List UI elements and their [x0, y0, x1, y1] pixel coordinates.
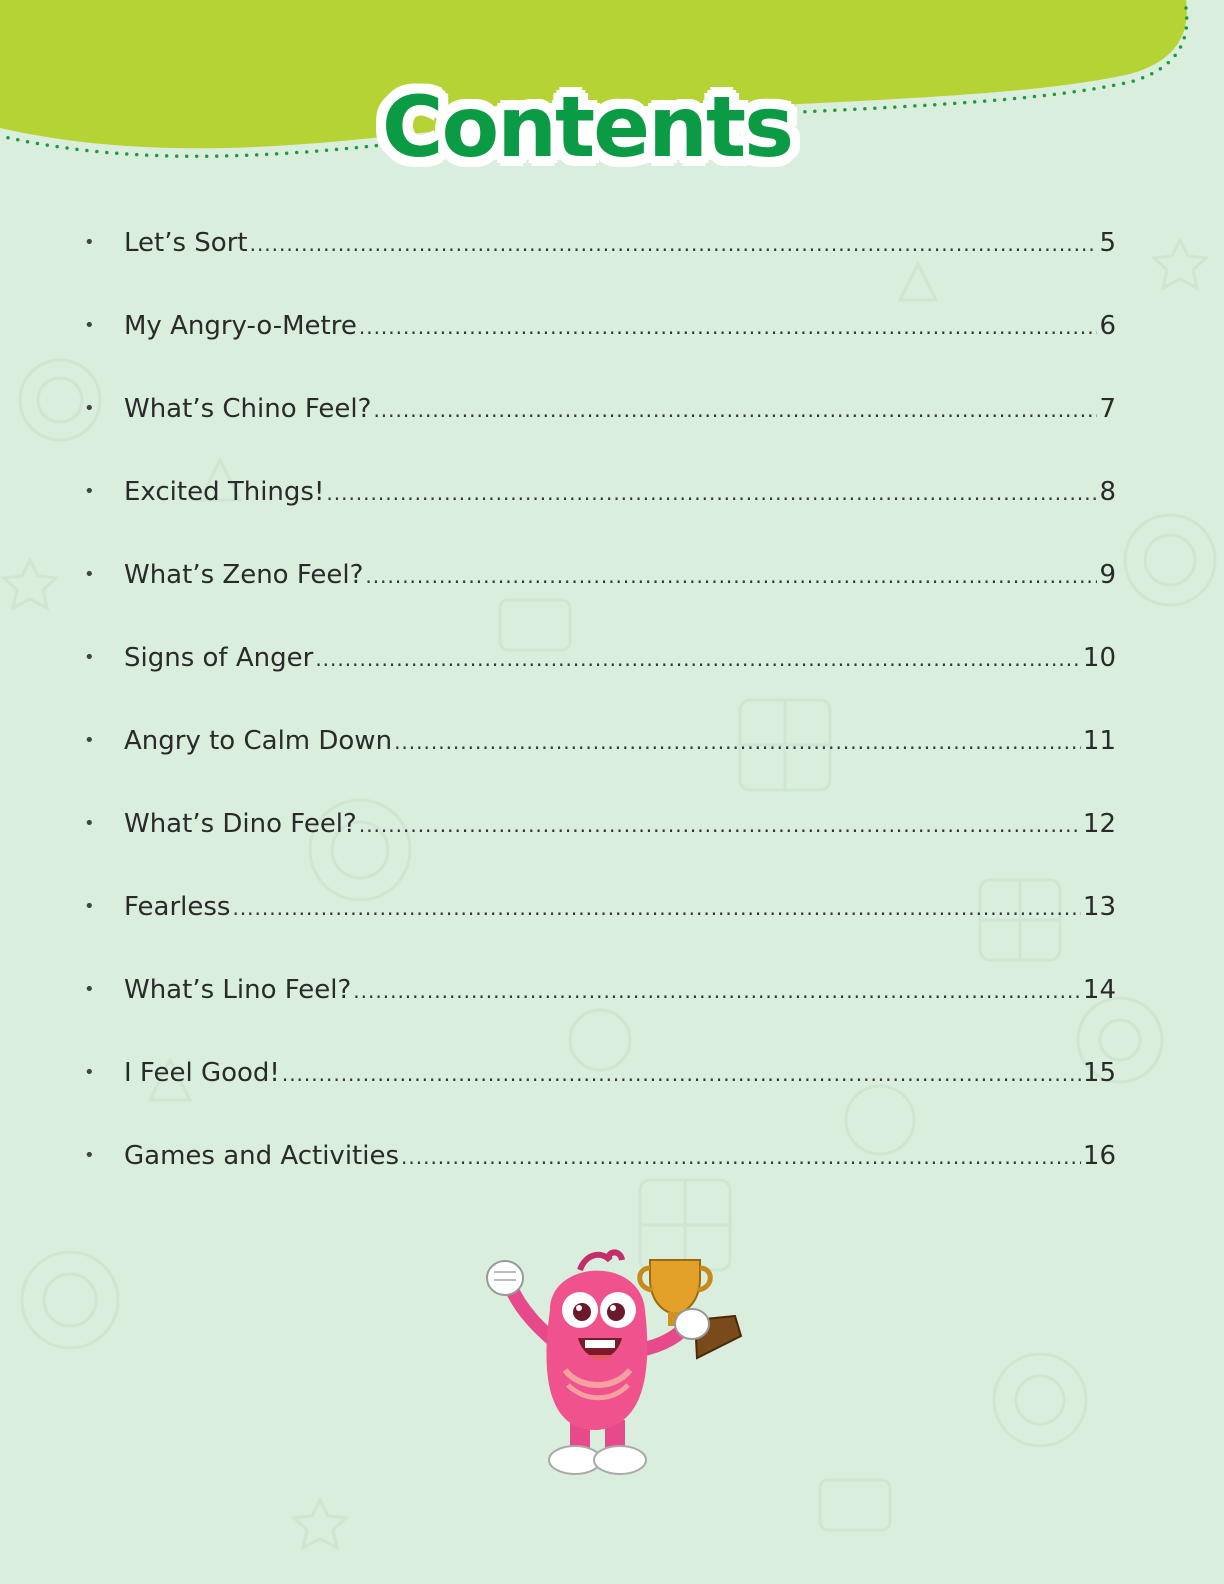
toc-item-page: 14 [1082, 975, 1116, 1005]
toc-item-page: 8 [1099, 477, 1116, 507]
toc-item-page: 15 [1082, 1058, 1116, 1088]
toc-item[interactable] [84, 1141, 1116, 1224]
toc-item-title: I Feel Good! [124, 1058, 280, 1088]
dot-leader [401, 1145, 1081, 1169]
toc-item[interactable] [84, 726, 1116, 809]
bullet-icon: • [84, 315, 95, 336]
monster-with-trophy-icon [470, 1240, 760, 1490]
toc-item[interactable] [84, 975, 1116, 1058]
toc-item[interactable] [84, 643, 1116, 726]
toc-item[interactable] [84, 394, 1116, 477]
dot-leader [315, 647, 1081, 671]
toc-item-title: Signs of Anger [124, 643, 314, 673]
bullet-icon: • [84, 481, 95, 502]
bullet-icon: • [84, 232, 95, 253]
toc-item-title: What’s Chino Feel? [124, 394, 372, 424]
dot-leader [359, 813, 1081, 837]
toc-item-title: Excited Things! [124, 477, 325, 507]
toc-item-page: 11 [1082, 726, 1116, 756]
toc-item-page: 6 [1099, 311, 1116, 341]
toc-item[interactable] [84, 560, 1116, 643]
toc-item[interactable] [84, 228, 1116, 311]
dot-leader [359, 315, 1098, 339]
toc-item-title: What’s Zeno Feel? [124, 560, 364, 590]
toc-item-page: 13 [1082, 892, 1116, 922]
bullet-icon: • [84, 813, 95, 834]
toc-item[interactable] [84, 1058, 1116, 1141]
toc-item-title: Let’s Sort [124, 228, 248, 258]
toc-item-page: 9 [1099, 560, 1116, 590]
toc-item-title: Angry to Calm Down [124, 726, 393, 756]
toc-item[interactable] [84, 892, 1116, 975]
toc-item-title: What’s Dino Feel? [124, 809, 357, 839]
toc-item[interactable] [84, 477, 1116, 560]
toc-item-page: 5 [1099, 228, 1116, 258]
contents-title-wrapper [362, 72, 812, 182]
toc-item-page: 10 [1082, 643, 1116, 673]
bullet-icon: • [84, 730, 95, 751]
bullet-icon: • [84, 979, 95, 1000]
bullet-icon: • [84, 1145, 95, 1166]
toc-item-page: 12 [1082, 809, 1116, 839]
toc-item[interactable] [84, 809, 1116, 892]
toc-item-title: My Angry-o-Metre [124, 311, 357, 341]
toc-item[interactable] [84, 311, 1116, 394]
toc-item-page: 16 [1082, 1141, 1116, 1171]
toc-item-title: Games and Activities [124, 1141, 400, 1171]
bullet-icon: • [84, 398, 95, 419]
dot-leader [282, 1062, 1081, 1086]
dot-leader [365, 564, 1097, 588]
bullet-icon: • [84, 1062, 95, 1083]
dot-leader [353, 979, 1081, 1003]
dot-leader [326, 481, 1097, 505]
bullet-icon: • [84, 896, 95, 917]
page-title: Contents [381, 78, 793, 176]
bullet-icon: • [84, 564, 95, 585]
dot-leader [373, 398, 1097, 422]
toc-item-page: 7 [1099, 394, 1116, 424]
dot-leader [232, 896, 1080, 920]
toc-item-title: What’s Lino Feel? [124, 975, 352, 1005]
dot-leader [250, 232, 1098, 256]
toc-item-title: Fearless [124, 892, 231, 922]
table-of-contents [84, 228, 1116, 1224]
dot-leader [394, 730, 1081, 754]
bullet-icon: • [84, 647, 95, 668]
